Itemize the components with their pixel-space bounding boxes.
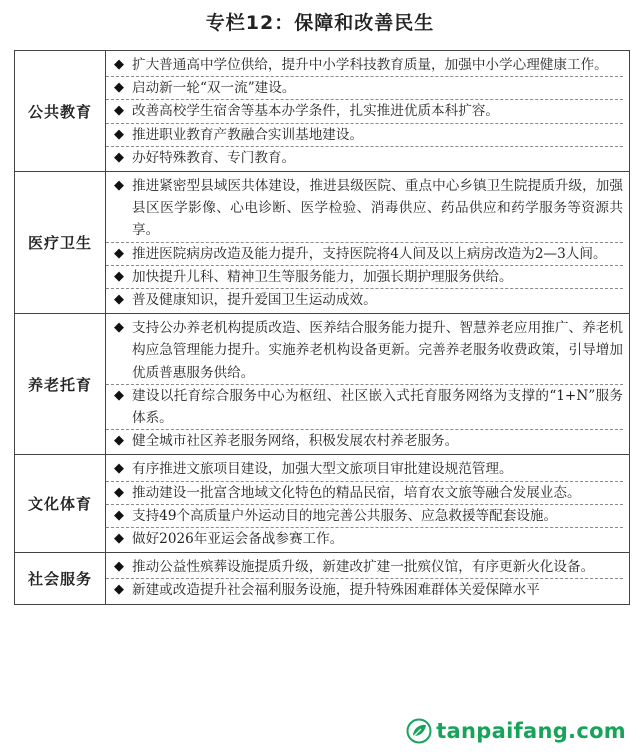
diamond-bullet-icon: ◆ xyxy=(114,582,124,598)
list-item xyxy=(106,384,623,429)
list-item xyxy=(106,429,623,452)
list-item-text: 推进紧密型县域医共体建设，推进县级医院、重点中心乡镇卫生院提质升级，加强县区医学影像、心电诊断、医学检验、消毒供应、药品供应和药学服务等资源共享。 xyxy=(132,178,623,239)
diamond-bullet-icon: ◆ xyxy=(114,57,124,72)
list-item-text: 推动公益性殡葬设施提质升级，新建改扩建一批殡仪馆，有序更新火化设备。 xyxy=(132,559,595,576)
list-item-text: 支持49个高质量户外运动目的地完善公共服务、应急救援等配套设施。 xyxy=(132,507,558,524)
diamond-bullet-icon: ◆ xyxy=(114,433,124,449)
watermark xyxy=(400,714,632,748)
section-row xyxy=(15,455,630,553)
diamond-bullet-icon: ◆ xyxy=(114,149,124,165)
list-item-text: 启动新一轮“双一流”建设。 xyxy=(132,80,296,97)
list-item-text: 新建或改造提升社会福利服务设施，提升特殊困难群体关爱保障水平 xyxy=(132,582,540,599)
diamond-bullet-icon: ◆ xyxy=(114,320,124,336)
section-items xyxy=(106,553,630,604)
list-item xyxy=(106,481,623,504)
list-item xyxy=(106,146,623,169)
section-row xyxy=(15,314,630,455)
diamond-bullet-icon: ◆ xyxy=(114,245,124,261)
diamond-bullet-icon: ◆ xyxy=(114,484,124,500)
section-category: 养老托育 xyxy=(15,314,106,455)
list-item-text: 有序推进文旅项目建设，加强大型文旅项目审批建设规范管理。 xyxy=(132,461,513,478)
list-item xyxy=(106,76,623,99)
diamond-bullet-icon: ◆ xyxy=(114,126,124,142)
section-items xyxy=(106,455,630,553)
list-item-text: 扩大普通高中学位供给，提升中小学科技教育质量，加强中小学心理健康工作。 xyxy=(132,57,608,73)
watermark-text: tanpaifang.com xyxy=(436,719,626,743)
list-item xyxy=(106,54,623,76)
diamond-bullet-icon: ◆ xyxy=(114,268,124,284)
list-item-text: 健全城市社区养老服务网络，积极发展农村养老服务。 xyxy=(132,433,459,450)
diamond-bullet-icon: ◆ xyxy=(114,531,124,547)
list-item-text: 推进职业教育产教融合实训基地建设。 xyxy=(132,126,364,143)
diamond-bullet-icon: ◆ xyxy=(114,461,124,477)
section-category: 公共教育 xyxy=(15,51,106,172)
list-item xyxy=(106,527,623,550)
livelihood-table xyxy=(14,50,630,605)
list-item xyxy=(106,556,623,578)
list-item-text: 普及健康知识，提升爱国卫生运动成效。 xyxy=(132,292,377,309)
list-item xyxy=(106,317,623,384)
list-item xyxy=(106,458,623,480)
section-category: 医疗卫生 xyxy=(15,172,106,314)
list-item xyxy=(106,288,623,311)
section-category: 社会服务 xyxy=(15,553,106,604)
section-items xyxy=(106,51,630,172)
list-item-text: 支持公办养老机构提质改造、医养结合服务能力提升、智慧养老应用推广、养老机构应急管理能力提升。实施养老机构设备更新。完善养老服务收费政策，引导增加优质普惠服务供给。 xyxy=(132,320,623,381)
list-item xyxy=(106,578,623,601)
diamond-bullet-icon: ◆ xyxy=(114,387,124,403)
diamond-bullet-icon: ◆ xyxy=(114,292,124,308)
list-item-text: 推动建设一批富含地域文化特色的精品民宿，培育农文旅等融合发展业态。 xyxy=(132,484,581,501)
diamond-bullet-icon: ◆ xyxy=(114,178,124,194)
diamond-bullet-icon: ◆ xyxy=(114,507,124,523)
page-title: 专栏12：保障和改善民生 xyxy=(205,12,435,34)
section-items xyxy=(106,314,630,455)
list-item-text: 加快提升儿科、精神卫生等服务能力，加强长期护理服务供给。 xyxy=(132,268,513,285)
section-items xyxy=(106,172,630,314)
leaf-logo-icon xyxy=(406,718,432,744)
list-item-text: 办好特殊教育、专门教育。 xyxy=(132,149,296,166)
diamond-bullet-icon: ◆ xyxy=(114,80,124,96)
section-row xyxy=(15,172,630,314)
list-item xyxy=(106,242,623,265)
list-item xyxy=(106,175,623,242)
section-category: 文化体育 xyxy=(15,455,106,553)
list-item-text: 推进医院病房改造及能力提升，支持医院将4人间及以上病房改造为2—3人间。 xyxy=(132,245,607,262)
section-row xyxy=(15,553,630,604)
diamond-bullet-icon: ◆ xyxy=(114,103,124,119)
section-row xyxy=(15,51,630,172)
list-item xyxy=(106,123,623,146)
list-item xyxy=(106,265,623,288)
diamond-bullet-icon: ◆ xyxy=(114,559,124,575)
list-item-text: 改善高校学生宿舍等基本办学条件，扎实推进优质本科扩容。 xyxy=(132,103,500,120)
list-item-text: 建设以托育综合服务中心为枢纽、社区嵌入式托育服务网络为支撑的“1+N”服务体系。 xyxy=(132,387,623,427)
list-item xyxy=(106,504,623,527)
list-item xyxy=(106,99,623,122)
list-item-text: 做好2026年亚运会备战参赛工作。 xyxy=(132,531,344,548)
